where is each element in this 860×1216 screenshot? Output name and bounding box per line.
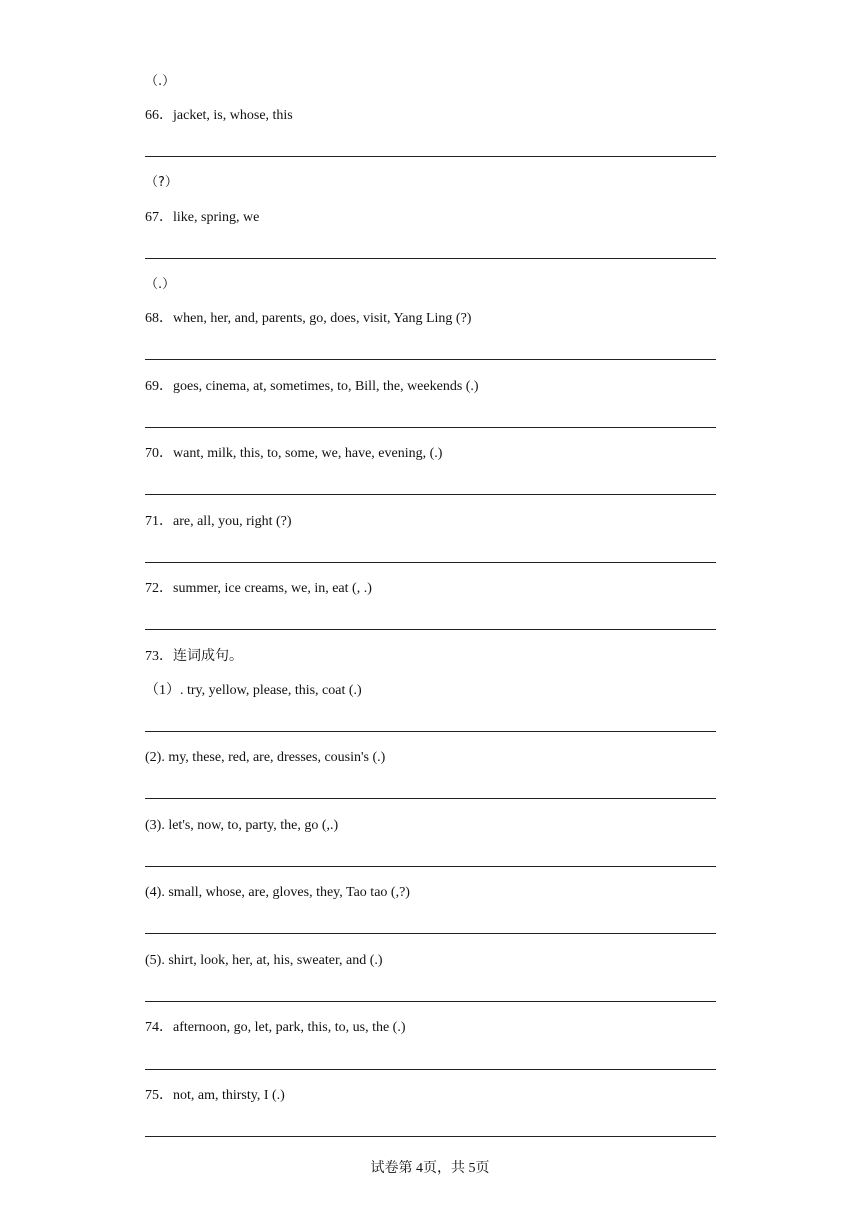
question-73-item-4: (4). small, whose, are, gloves, they, Tao tao (,?)	[145, 885, 410, 900]
answer-line[interactable]	[145, 156, 716, 157]
answer-punctuation-hint: （?）	[145, 175, 178, 190]
answer-line[interactable]	[145, 866, 716, 867]
question-73-item-5: (5). shirt, look, her, at, his, sweater, and (.)	[145, 953, 383, 968]
question-66: 66．jacket, is, whose, this	[145, 108, 293, 123]
answer-line[interactable]	[145, 427, 716, 428]
question-73: 73．连词成句。	[145, 649, 243, 664]
question-73-item-1: （1）. try, yellow, please, this, coat (.)	[145, 683, 362, 698]
answer-punctuation-hint: （.）	[145, 277, 176, 292]
answer-punctuation-hint: （.）	[145, 74, 176, 89]
answer-line[interactable]	[145, 359, 716, 360]
question-73-item-2: (2). my, these, red, are, dresses, cousin's (.)	[145, 750, 386, 765]
answer-line[interactable]	[145, 731, 716, 732]
answer-line[interactable]	[145, 629, 716, 630]
answer-line[interactable]	[145, 933, 716, 934]
answer-line[interactable]	[145, 1069, 716, 1070]
question-75: 75．not, am, thirsty, I (.)	[145, 1088, 285, 1103]
question-71: 71．are, all, you, right (?)	[145, 514, 292, 529]
answer-line[interactable]	[145, 1001, 716, 1002]
answer-line[interactable]	[145, 1136, 716, 1137]
page-footer: 试卷第 4页，共 5页	[370, 1161, 490, 1176]
question-70: 70．want, milk, this, to, some, we, have, evening, (.)	[145, 446, 443, 461]
question-68: 68．when, her, and, parents, go, does, visit, Yang Ling (?)	[145, 311, 472, 326]
question-69: 69．goes, cinema, at, sometimes, to, Bill, the, weekends (.)	[145, 379, 479, 394]
answer-line[interactable]	[145, 494, 716, 495]
question-74: 74．afternoon, go, let, park, this, to, us, the (.)	[145, 1020, 406, 1035]
answer-line[interactable]	[145, 798, 716, 799]
answer-line[interactable]	[145, 562, 716, 563]
question-67: 67．like, spring, we	[145, 210, 260, 225]
question-72: 72．summer, ice creams, we, in, eat (, .)	[145, 581, 372, 596]
answer-line[interactable]	[145, 258, 716, 259]
question-73-item-3: (3). let's, now, to, party, the, go (,.)	[145, 818, 339, 833]
